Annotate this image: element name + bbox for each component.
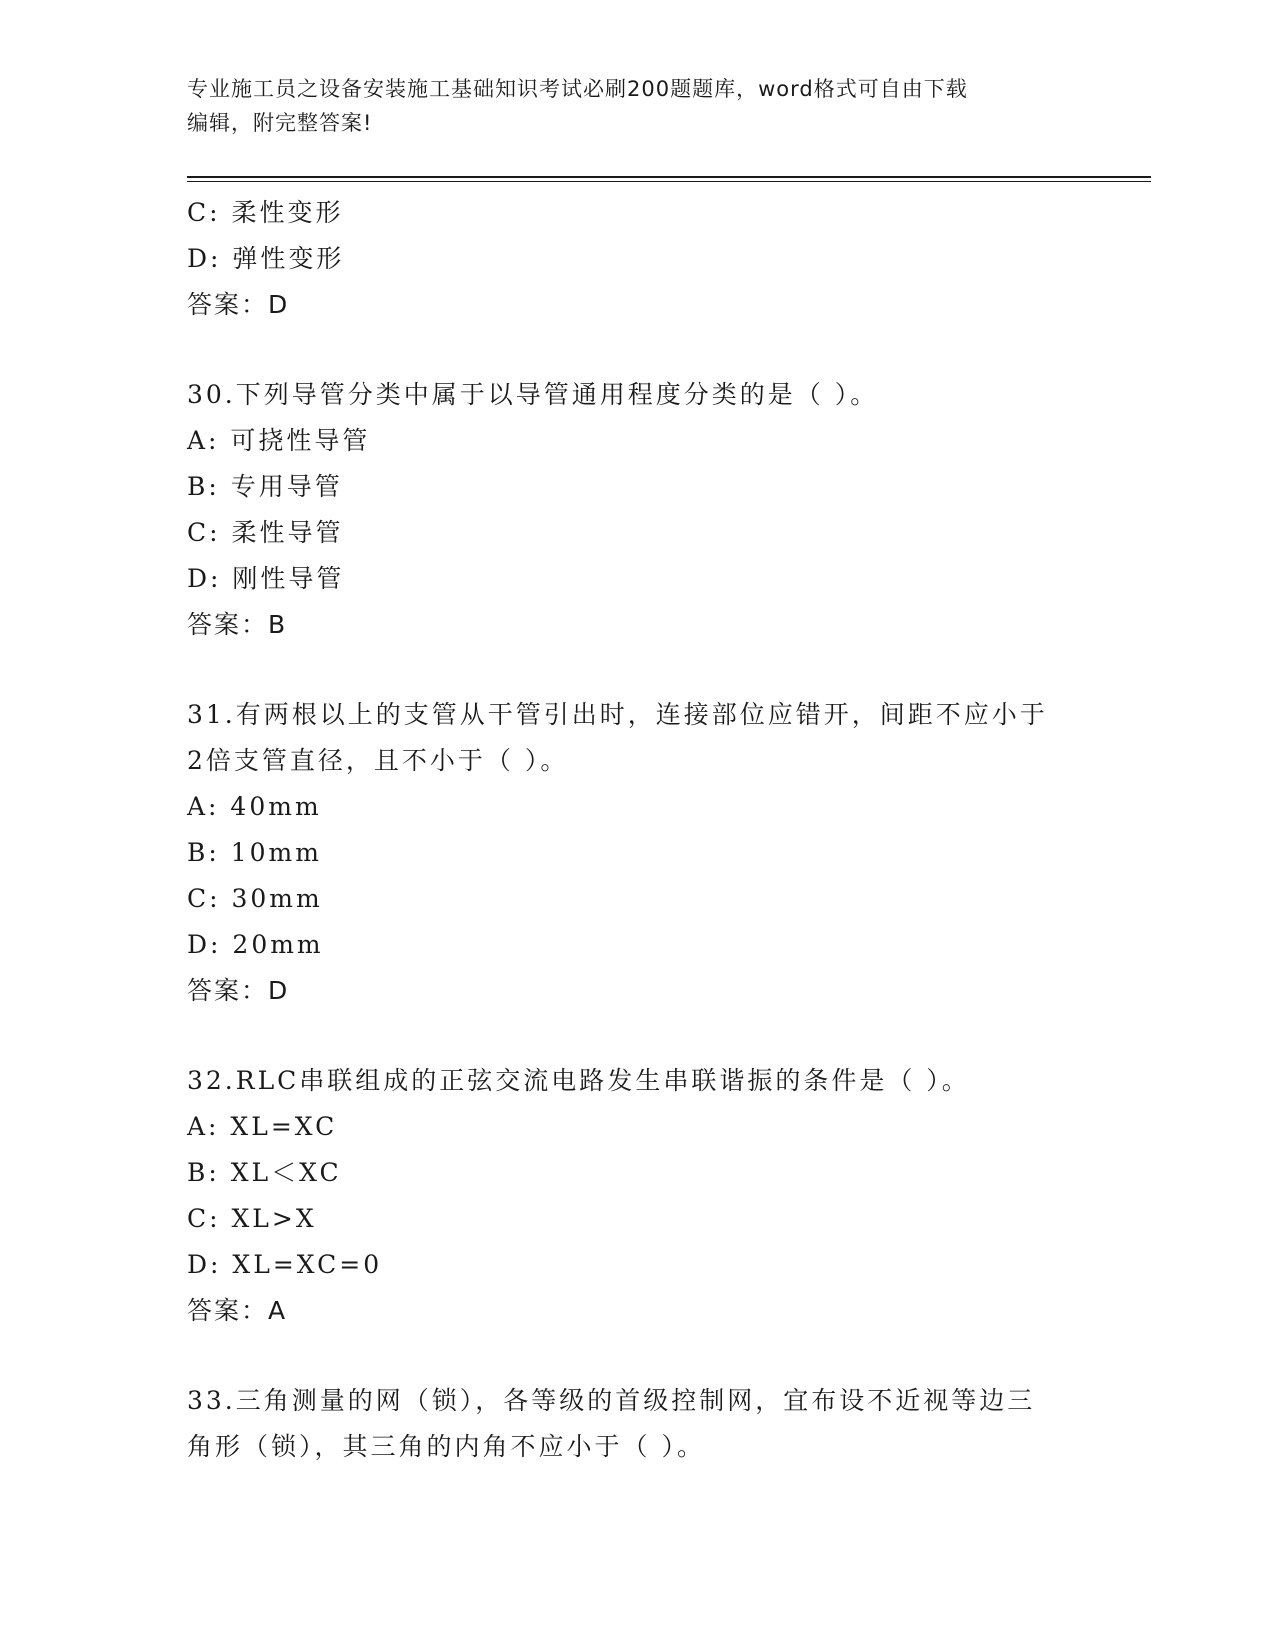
spacer	[187, 648, 1087, 692]
option-c: C: 30mm	[187, 884, 323, 913]
question-stem-line: 32.RLC串联组成的正弦交流电路发生串联谐振的条件是（ ）。	[187, 1066, 970, 1095]
question-30	[187, 372, 1087, 648]
question-fragment	[187, 190, 1087, 328]
answer-line: 答案：A	[187, 1296, 288, 1325]
header-title-line-1: 专业施工员之设备安装施工基础知识考试必刷200题题库，word格式可自由下载	[187, 77, 968, 101]
header-title-line-2: 编辑，附完整答案!	[187, 111, 373, 135]
question-stem	[187, 1378, 1087, 1470]
option-c: C: 柔性导管	[187, 518, 344, 547]
document-header	[187, 72, 1067, 140]
option-a: A: 可挠性导管	[187, 426, 371, 455]
spacer	[187, 1014, 1087, 1058]
question-stem-line: 角形（锁），其三角的内角不应小于（ ）。	[187, 1432, 705, 1461]
question-32	[187, 1058, 1087, 1334]
spacer	[187, 328, 1087, 372]
question-31	[187, 692, 1087, 1014]
option-c: C: XL>X	[187, 1204, 317, 1233]
option-d: D: 刚性导管	[187, 564, 345, 593]
option-a: A: XL=XC	[187, 1112, 338, 1141]
question-stem-line: 30.下列导管分类中属于以导管通用程度分类的是（ ）。	[187, 380, 879, 409]
question-list	[187, 190, 1087, 1470]
option-a: A: 40mm	[187, 792, 322, 821]
header-divider-thick	[187, 176, 1151, 178]
question-stem	[187, 692, 1087, 784]
answer-line: 答案：D	[187, 976, 290, 1005]
question-stem	[187, 372, 1087, 418]
option-d: D: 20mm	[187, 930, 324, 959]
answer-line: 答案：B	[187, 610, 288, 639]
question-stem	[187, 1058, 1087, 1104]
spacer	[187, 1334, 1087, 1378]
option-d: D: 弹性变形	[187, 244, 345, 273]
question-stem-line: 2倍支管直径，且不小于（ ）。	[187, 746, 569, 775]
question-stem-line: 31.有两根以上的支管从干管引出时，连接部位应错开，间距不应小于	[187, 700, 1048, 729]
option-b: B: 专用导管	[187, 472, 343, 501]
answer-line: 答案：D	[187, 290, 290, 319]
option-d: D: XL=XC=0	[187, 1250, 383, 1279]
option-b: B: XL＜XC	[187, 1158, 342, 1187]
header-divider-thin	[187, 181, 1151, 182]
question-stem-line: 33.三角测量的网（锁），各等级的首级控制网，宜布设不近视等边三	[187, 1386, 1036, 1415]
option-c: C: 柔性变形	[187, 198, 344, 227]
question-33	[187, 1378, 1087, 1470]
option-b: B: 10mm	[187, 838, 322, 867]
